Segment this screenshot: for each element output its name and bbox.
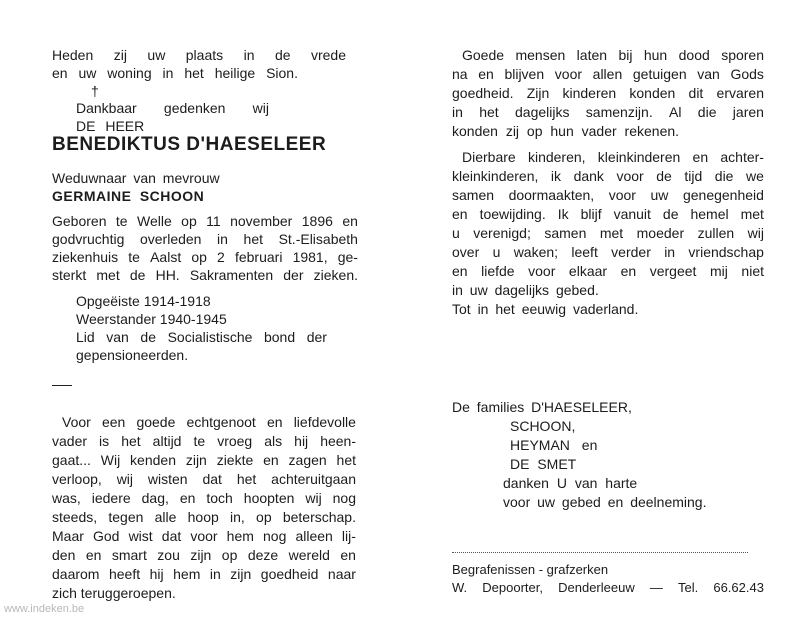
tribute-line-4: verloop, wij wisten dat het achteruitgaan (52, 471, 356, 487)
para2-line-9: Tot in het eeuwig vaderland. (452, 301, 639, 317)
para2-line-7: en liefde voor elkaar en vergeet mij niet (452, 263, 764, 279)
bio-line-4: sterkt met de HH. Sakramenten der zieken. (52, 267, 358, 283)
para2-line-5: u verenigd; samen met moeder zullen wij (452, 225, 764, 241)
remembrance-line: Dankbaar gedenken wij (76, 100, 269, 116)
tribute-line-5: was, iedere dag, en toch hoopten wij nog (52, 490, 356, 506)
printer-line-2: W. Depoorter, Denderleeuw — Tel. 66.62.43 (452, 580, 764, 595)
bio-line-2: godvruchtig overleden in het St.-Elisabeth (52, 231, 358, 247)
tribute-line-6: steeds, tegen alle hoop in, op beterschap. (52, 509, 356, 525)
tribute-line-1: Voor een goede echtgenoot en liefdevolle (62, 414, 356, 430)
para1-line-4: in het dagelijks samenzijn. Al die jaren (452, 104, 764, 120)
service-line-4: gepensioneerden. (76, 347, 189, 363)
bio-line-1: Geboren te Welle op 11 november 1896 en (52, 213, 358, 229)
para2-line-8: in uw dagelijks gebed. (452, 282, 599, 298)
tribute-line-3: gaat... Wij kenden zijn ziekte en zagen het (52, 452, 356, 468)
cross-symbol: † (91, 83, 99, 99)
family-name-1: SCHOON, (510, 418, 576, 434)
watermark: www.indeken.be (4, 603, 85, 615)
spouse-intro: Weduwnaar van mevrouw (52, 170, 220, 186)
para2-line-2: kleinkinderen, ik dank voor de tijd die we (452, 168, 764, 184)
para2-line-4: en toewijding. Ik blijf vanuit de hemel met (452, 206, 764, 222)
para2-line-3: samen doormaakten, voor uw genegenheid (452, 187, 764, 203)
para1-line-1: Goede mensen laten bij hun dood sporen (462, 47, 764, 63)
family-name-2: HEYMAN en (510, 437, 598, 453)
printer-line-1: Begrafenissen - grafzerken (452, 562, 609, 577)
tribute-line-2: vader is het altijd te vroeg als hij heen- (52, 433, 356, 449)
family-name-3: DE SMET (510, 456, 577, 472)
para2-line-6: over u waken; leeft verder in vriendschap (452, 244, 764, 260)
tribute-line-8: den en smart zou zijn op deze wereld en (52, 547, 356, 563)
tribute-line-9: daarom heeft hij hem in zijn goedheid naar (52, 566, 356, 582)
service-line-1: Opgeëiste 1914-1918 (76, 293, 211, 309)
para1-line-5: konden zij op hun vader rekenen. (452, 123, 680, 139)
bio-line-3: ziekenhuis te Aalst op 2 februari 1981, ge- (52, 249, 358, 265)
opening-verse-line-1: Heden zij uw plaats in de vrede (52, 47, 346, 63)
service-line-3: Lid van de Socialistische bond der (76, 329, 327, 345)
thanks-line-1: danken U van harte (503, 475, 638, 491)
para2-line-1: Dierbare kinderen, kleinkinderen en achter- (462, 149, 764, 165)
short-divider (52, 385, 72, 386)
opening-verse-line-2: en uw woning in het heilige Sion. (52, 65, 298, 81)
title-prefix: DE HEER (76, 118, 145, 134)
deceased-name: BENEDIKTUS D'HAESELEER (52, 134, 327, 155)
thanks-line-2: voor uw gebed en deelneming. (503, 494, 707, 510)
para1-line-2: na en blijven voor allen getuigen van Gods (452, 66, 764, 82)
service-line-2: Weerstander 1940-1945 (76, 311, 227, 327)
dotted-divider (452, 552, 748, 553)
para1-line-3: goedheid. Zijn kinderen konden dit ervaren (452, 85, 764, 101)
tribute-line-7: Maar God wist dat voor hem nog alleen lij- (52, 528, 356, 544)
families-intro: De families D'HAESELEER, (452, 399, 632, 415)
tribute-line-10: zich teruggeroepen. (52, 585, 176, 601)
spouse-name: GERMAINE SCHOON (52, 188, 205, 204)
